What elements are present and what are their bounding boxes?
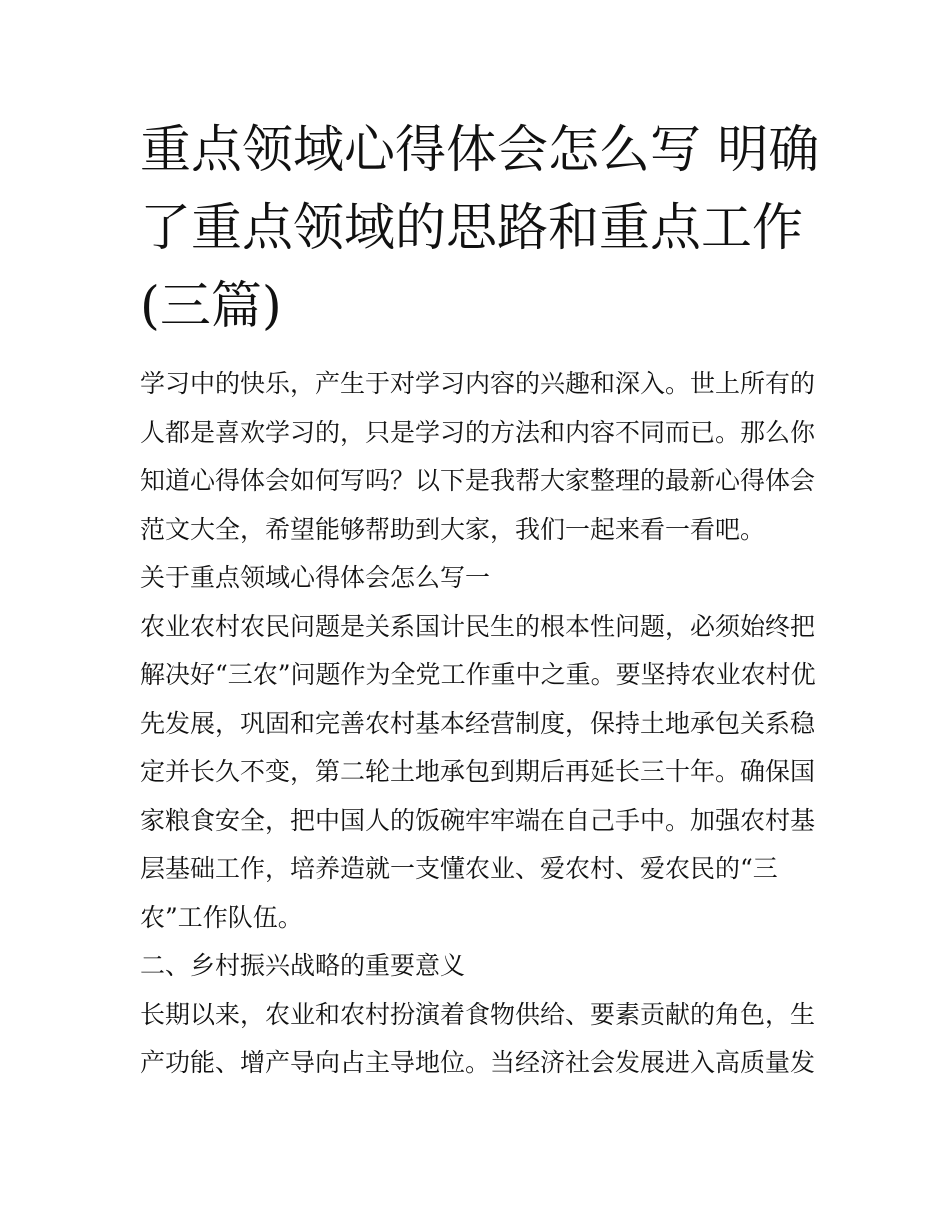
text-line: 解决好“三农”问题作为全党工作重中之重。要坚持农业农村优 — [140, 660, 816, 689]
text-line: 定并长久不变，第二轮土地承包到期后再延长三十年。确保国 — [140, 757, 816, 786]
section2-heading: 二、乡村振兴战略的重要意义 — [140, 951, 466, 980]
section1-paragraph — [140, 603, 815, 943]
text-line: 知道心得体会如何写吗？以下是我帮大家整理的最新心得体会 — [140, 466, 816, 495]
text-line: 人都是喜欢学习的，只是学习的方法和内容不同而已。那么你 — [140, 417, 816, 447]
title-line: (三篇) — [140, 277, 282, 336]
document-title — [140, 112, 820, 346]
text-line: 范文大全，希望能够帮助到大家，我们一起来看一看吧。 — [140, 514, 766, 544]
title-line: 重点领域心得体会怎么写 明确 — [140, 121, 820, 180]
text-line: 农”工作队伍。 — [140, 902, 303, 932]
section1-heading: 关于重点领域心得体会怎么写一 — [140, 563, 491, 592]
text-line: 农业农村农民问题是关系国计民生的根本性问题，必须始终把 — [140, 611, 816, 641]
text-line: 产功能、增产导向占主导地位。当经济社会发展进入高质量发 — [140, 1048, 816, 1077]
section2-paragraph — [140, 991, 815, 1088]
text-line: 长期以来，农业和农村扮演着食物供给、要素贡献的角色，生 — [140, 999, 816, 1029]
text-line: 先发展，巩固和完善农村基本经营制度，保持土地承包关系稳 — [140, 708, 816, 738]
intro-paragraph — [140, 360, 815, 554]
text-line: 家粮食安全，把中国人的饭碗牢牢端在自己手中。加强农村基 — [140, 805, 816, 835]
document-content — [140, 112, 820, 1088]
title-line: 了重点领域的思路和重点工作 — [140, 199, 804, 258]
text-line: 学习中的快乐，产生于对学习内容的兴趣和深入。世上所有的 — [140, 369, 816, 398]
text-line: 层基础工作，培养造就一支懂农业、爱农村、爱农民的“三 — [140, 854, 778, 883]
